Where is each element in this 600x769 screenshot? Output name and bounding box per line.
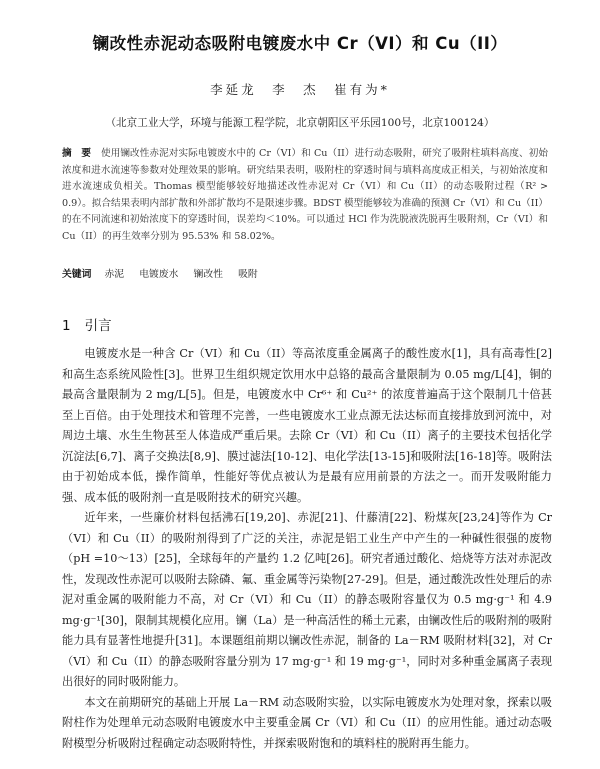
author-list: 李延龙 李 杰 崔有为* (210, 82, 390, 97)
paragraph: 近年来，一些廉价材料包括沸石[19,20]、赤泥[21]、什藤清[22]、粉煤灰[23,24]等作为 Cr（VI）和 Cu（II）的吸附剂得到了广泛的关注，赤泥是铝工业生产中产生的一种碱性很强的废物（pH =10～13）[25]，全球每年的产量约 1.2 亿吨[26]。研究者通过酸化、焙烧等方法对赤泥改性，发现改性赤泥可以吸附去除磷、氟、重金属等污染物[27-29]。但是，通过酸洗改性处理后的赤泥对重金属的吸附能力不高，对 Cr（VI）和 Cu（II）的静态吸附容量仅为 0.5 mg·g⁻¹ 和 4.9 mg·g⁻¹[30]，限制其规模化应用。镧（La）是一种高活性的稀土元素，由镧改性后的吸附剂的吸附能力具有显著性地提升[31]。本课题组前期以镧改性赤泥，制备的 La－RM 吸附材料[32]，对 Cr（VI）和 Cu（II）的静态吸附容量分别为 17 mg·g⁻¹ 和 19 mg·g⁻¹，同时对多种重金属离子表现出很好的同时吸附能力。 (62, 511, 552, 688)
abstract (62, 146, 548, 246)
section-heading (62, 314, 112, 334)
keyword: 电镀废水 (139, 269, 179, 280)
keywords-label: 关键词 (62, 269, 92, 280)
keywords (62, 266, 548, 280)
paragraph: 电镀废水是一种含 Cr（VI）和 Cu（II）等高浓度重金属离子的酸性废水[1]，具有高毒性[2]和高生态系统风险性[3]。世界卫生组织规定饮用水中总铬的最高含量限制为 0.05 mg/L[4]，铜的最高含量限制为 2 mg/L[5]。但是，电镀废水中 Cr⁶⁺ 和 Cu²⁺ 的浓度普遍高于这个限制几十倍甚至上百倍。由于处理技术和管理不完善，一些电镀废水工业点源无法达标而直接排放到河流中，对周边土壤、水生生物甚至人体造成严重后果。去除 Cr（VI）和 Cu（II）离子的主要技术包括化学沉淀法[6,7]、离子交换法[8,9]、膜过滤法[10-12]、电化学法[13-15]和吸附法[16-18]等。吸附法由于初始成本低，操作简单，性能好等优点被认为是最有应用前景的方法之一。而开发吸附能力强、成本低的吸附剂一直是吸附技术的研究兴趣。 (62, 347, 552, 504)
paper-title: 镧改性赤泥动态吸附电镀废水中 Cr（VI）和 Cu（II） (92, 34, 508, 53)
keyword: 吸附 (238, 269, 258, 280)
abstract-text: 使用镧改性赤泥对实际电镀废水中的 Cr（VI）和 Cu（II）进行动态吸附，研究了吸附柱填料高度、初始浓度和进水流速等参数对处理效果的影响。研究结果表明，吸附柱的穿透时间与填料高度成正相关，与初始浓度和进水流速成负相关。Thomas 模型能够较好地描述改性赤泥对 Cr（VI）和 Cu（II）的动态吸附过程（R² > 0.9）。拟合结果表明内部扩散和外部扩散均不是限速步骤。BDST 模型能够较为准确的预测 Cr（VI）和 Cu（II）的在不同流速和初始浓度下的穿透时间，误差均＜10%。可以通过 HCl 作为洗脱液洗脱再生吸附剂，Cr（VI）和 Cu（II）的再生效率分别为 95.53% 和 58.02%。 (62, 148, 549, 242)
paragraph: 本文在前期研究的基础上开展 La－RM 动态吸附实验，以实际电镀废水为处理对象，探索以吸附柱作为处理单元动态吸附电镀废水中主要重金属 Cr（VI）和 Cu（II）的应用性能。通过动态吸附模型分析吸附过程确定动态吸附特性，并探索吸附饱和的填料柱的脱附再生能力。 (62, 695, 552, 750)
affiliation: （北京工业大学，环境与能源工程学院，北京朝阳区平乐园100号，北京100124） (105, 117, 495, 129)
section-number: 1 (62, 318, 71, 334)
keyword: 镧改性 (193, 269, 223, 280)
abstract-label: 摘 要 (62, 148, 92, 159)
body-text (62, 344, 552, 754)
keyword: 赤泥 (104, 269, 125, 280)
section-title: 引言 (84, 318, 112, 334)
